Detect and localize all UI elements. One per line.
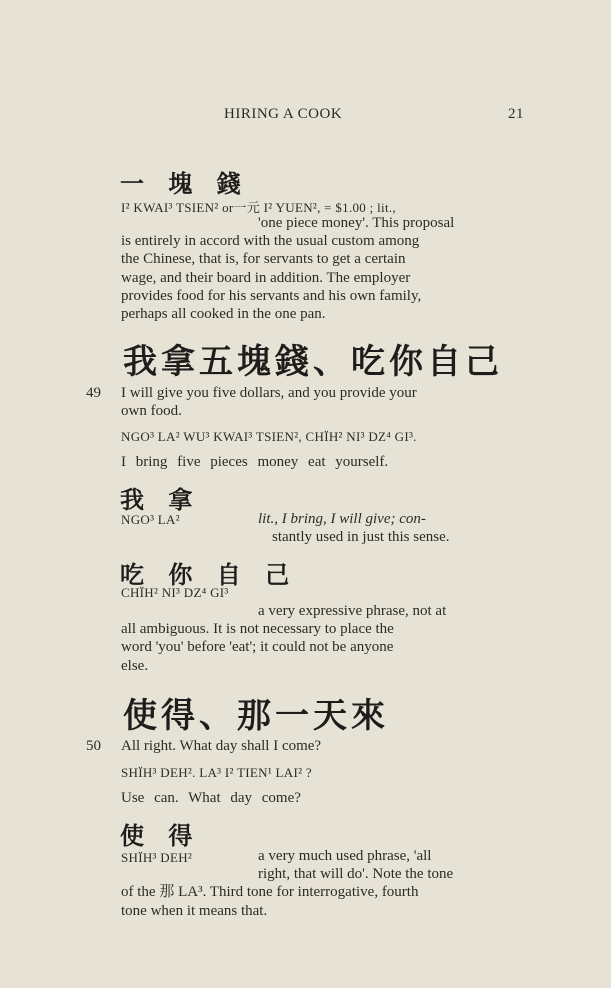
sentence-number: 49 — [86, 385, 101, 401]
sentence-number: 50 — [86, 738, 101, 754]
sentence-50-gloss: Use can. What day come? — [121, 790, 301, 806]
entry-romanization: SHÏH³ DEH² — [121, 850, 193, 865]
entry-definition — [121, 214, 525, 323]
entry-chinese-wo-na: 我 拿 — [120, 485, 201, 514]
entry-chinese-yi-kuai-qian: 一 塊 錢 — [120, 169, 249, 198]
sentence-50-chinese: 使得、那一天來 — [123, 696, 389, 736]
definition-line: wage, and their board in addition. The employer — [121, 269, 411, 286]
definition-line: right, that will do'. Note the tone — [258, 866, 454, 883]
definition-line: a very much used phrase, 'all — [258, 848, 432, 864]
definition-line: the Chinese, that is, for servants to get a certain — [121, 251, 406, 268]
sentence-50-romanization: SHÏH³ DEH². LA³ I² TIEN¹ LAI² ? — [121, 765, 312, 780]
definition-line: perhaps all cooked in the one pan. — [121, 306, 326, 323]
running-header: HIRING A COOK — [224, 106, 343, 122]
entry-chinese-shi-de: 使 得 — [120, 821, 201, 850]
definition-line: all ambiguous. It is not necessary to place the — [121, 621, 394, 638]
entry-romanization: NGO³ LA² — [121, 512, 180, 527]
definition-line: of the 那 LA³. Third tone for interrogative, fourth — [121, 884, 419, 901]
definition-line: else. — [121, 657, 149, 674]
sentence-49-english-cont: own food. — [121, 403, 182, 419]
entry-chinese-chi-ni-zi-ji: 吃 你 自 己 — [120, 560, 298, 589]
entry-definition-cont: stantly used in just this sense. — [272, 529, 450, 545]
sentence-49-english: I will give you five dollars, and you provide your — [121, 385, 417, 401]
sentence-50-english: All right. What day shall I come? — [121, 738, 322, 754]
entry-definition — [121, 602, 525, 675]
definition-line: tone when it means that. — [121, 902, 268, 919]
entry-romanization: CHÏH² NI³ DZ⁴ GI³ — [121, 585, 229, 600]
sentence-49-chinese: 我拿五塊錢、吃你自己 — [123, 342, 503, 382]
sentence-49-gloss: I bring five pieces money eat yourself. — [121, 454, 389, 470]
definition-line: a very expressive phrase, not at — [258, 603, 447, 619]
page-number: 21 — [508, 106, 524, 122]
definition-line: provides food for his servants and his own family, — [121, 287, 422, 304]
entry-definition — [121, 847, 525, 920]
entry-definition: lit., I bring, I will give; con- — [258, 511, 426, 527]
entry-romanization: I² KWAI³ TSIEN² or一元 I² YUEN², = $1.00 ; lit., — [121, 200, 396, 215]
definition-line: 'one piece money'. This proposal — [258, 215, 455, 231]
sentence-49-romanization: NGO³ LA² WU³ KWAI³ TSIEN², CHÏH² NI³ DZ⁴ GI³. — [121, 429, 417, 444]
definition-line: word 'you' before 'eat'; it could not be anyone — [121, 639, 394, 656]
definition-line: is entirely in accord with the usual custom among — [121, 233, 420, 250]
